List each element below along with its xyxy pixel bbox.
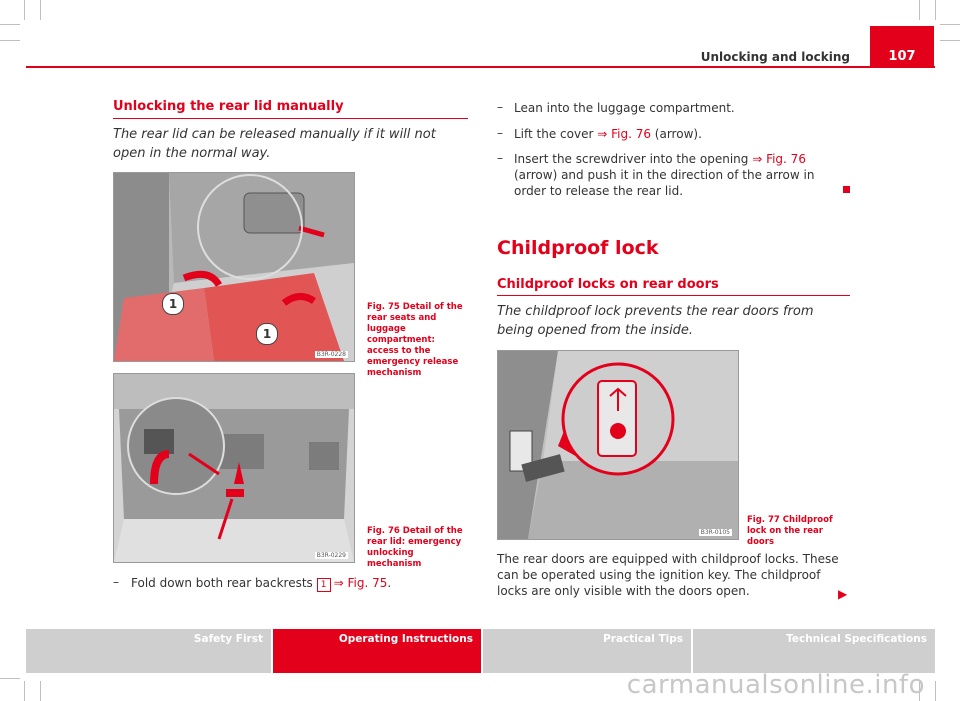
figure-75-image [113,172,355,362]
caption-text: Childproof lock on the rear doors [747,515,833,547]
step-end: . [387,576,392,590]
crop-mark [0,24,20,25]
figure-76-link[interactable]: ⇒ Fig. 76 [597,127,651,141]
tab-technical-specifications[interactable]: Technical Specifications [691,629,935,673]
tab-safety-first[interactable]: Safety First [26,629,271,673]
step-text: Insert the screwdriver into the opening [514,152,753,166]
section-heading-rear-lid: Unlocking the rear lid manually [113,99,344,114]
figure-76-image [113,373,355,563]
caption-label: Fig. 77 [747,515,780,525]
step-dash: – [497,100,503,114]
callout-badge: 1 [317,578,331,592]
intro-text-childproof: The childproof lock prevents the rear doors from being opened from the inside. [497,304,814,338]
figure-75-link[interactable]: ⇒ Fig. 75 [333,576,388,590]
step-dash: – [497,126,503,140]
step-lift-cover [514,126,844,142]
step-dash: – [113,575,119,589]
tab-operating-instructions[interactable]: Operating Instructions [271,629,481,673]
step-lean-in [514,100,844,116]
childproof-body-text: The rear doors are equipped with childproof locks. These can be operated using the ignition key. The childproof locks are only visible with the doors open. [497,552,839,598]
watermark: carmanualsonline.info [626,670,925,700]
step-fold-backrests [131,575,471,592]
step-insert-screwdriver [514,151,844,199]
footer-tabs [26,629,935,673]
crop-mark [24,0,25,20]
crop-mark [24,681,25,701]
figure-code: B3R-0229 [316,552,346,559]
rear-lid-illustration [114,374,354,562]
page-number: 107 [870,26,934,68]
crop-mark [935,681,936,701]
figure-77-caption [747,515,847,548]
figure-77-image [497,350,739,540]
crop-mark [940,24,960,25]
figure-code: B3R-0105 [700,529,730,536]
crop-mark [919,0,920,20]
door-lock-illustration [498,351,738,539]
step-text: Lift the cover [514,127,598,141]
caption-label: Fig. 76 [367,526,400,536]
figure-76-link[interactable]: ⇒ Fig. 76 [752,152,806,166]
callout-1-backrest-right: 1 [256,323,278,345]
crop-mark [935,0,936,20]
figure-code: B3R-0228 [316,351,346,358]
section-end-mark [843,186,850,193]
continue-arrow-icon: ▶ [838,587,848,601]
intro-text-rear-lid: The rear lid can be released manually if it will not open in the normal way. [113,127,436,161]
step-dash: – [497,151,503,165]
caption-label: Fig. 75 [367,302,400,312]
caption-text: Detail of the rear seats and luggage compartment: access to the emergency release mechanism [367,302,463,378]
header-section-title: Unlocking and locking [700,50,850,64]
chapter-heading-childproof: Childproof lock [497,237,659,259]
crop-mark [940,40,960,41]
figure-75-caption [367,302,467,379]
step-text-tail: (arrow). [650,127,702,141]
caption-text: Detail of the rear lid: emergency unlocking mechanism [367,526,463,569]
luggage-compartment-illustration [114,173,354,361]
crop-mark [40,0,41,20]
tab-practical-tips[interactable]: Practical Tips [481,629,691,673]
step-text: Fold down both rear backrests [131,576,313,590]
heading-rule [497,295,850,296]
section-heading-childproof: Childproof locks on rear doors [497,277,719,292]
header-rule [26,66,935,68]
figure-76-caption [367,526,467,570]
callout-1-backrest-left: 1 [162,293,184,315]
heading-rule [113,118,468,119]
crop-mark [0,678,20,679]
crop-mark [40,681,41,701]
step-text-tail: (arrow) and push it in the direction of the arrow in order to release the rear lid. [514,168,815,198]
step-text: Lean into the luggage compartment. [514,101,735,115]
crop-mark [0,40,20,41]
